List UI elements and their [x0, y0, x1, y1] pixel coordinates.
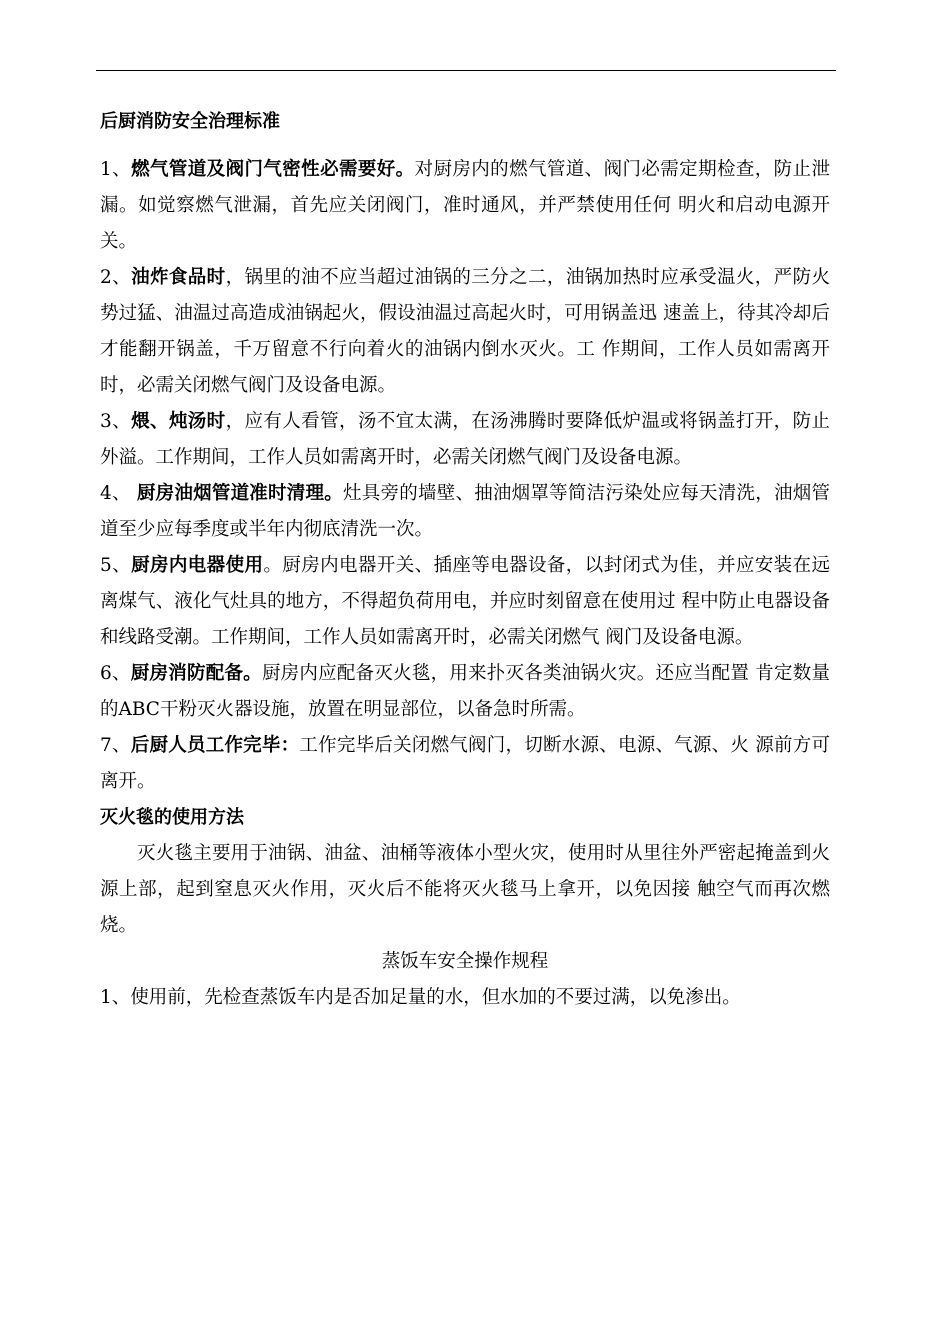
- document-body: [100, 104, 830, 1016]
- rule-item-1: [100, 152, 830, 260]
- item-body: 工作完毕后关闭燃气阀门，切断水源、电源、气源、火 源前方可离开。: [100, 735, 830, 792]
- item-body: ，应有人看管，汤不宜太满，在汤沸腾时要降低炉温或将锅盖打开，防止外溢。工作期间，工作人员如需离开时，必需关闭燃气阀门及设备电源。: [100, 411, 830, 468]
- item-body: 厨房内应配备灭火毯，用来扑灭各类油锅火灾。还应当配置 肯定数量的ABC干粉灭火器设施，放置在明显部位，以备急时所需。: [100, 663, 830, 720]
- rule-item-2: [100, 260, 830, 404]
- item-body: 。厨房内电器开关、插座等电器设备，以封闭式为佳，并应安装在远离煤气、液化气灶具的地方，不得超负荷用电，并应时刻留意在使用过 程中防止电器设备和线路受潮。工作期间，工作人员如需离开时，必需关闭燃气 阀门及设备电源。: [100, 555, 830, 648]
- item-lead: 后厨人员工作完毕：: [130, 735, 300, 756]
- rule-item-6: [100, 656, 830, 728]
- item-body: 灶具旁的墙壁、抽油烟罩等简洁污染处应每天清洗，油烟管道至少应每季度或半年内彻底清洗一次。: [100, 483, 830, 540]
- item-lead: 油炸食品时: [131, 267, 226, 288]
- item-number: 2、: [100, 267, 132, 288]
- item-number: 7、: [100, 735, 131, 756]
- item-lead: 燃气管道及阀门气密性必需要好。: [131, 159, 415, 180]
- steamer-heading: 蒸饭车安全操作规程: [381, 951, 549, 972]
- item-number: 5、: [100, 555, 132, 576]
- header-rule: [96, 70, 836, 71]
- page-title: 后厨消防安全治理标准: [100, 111, 280, 132]
- rule-item-7: [100, 728, 830, 800]
- steamer-line-1: 1、使用前，先检查蒸饭车内是否加足量的水，但水加的不要过满，以免渗出。: [100, 987, 741, 1008]
- item-lead: 厨房内电器使用: [131, 555, 264, 576]
- item-lead: 厨房油烟管道准时清理。: [136, 483, 344, 504]
- item-body: ，锅里的油不应当超过油锅的三分之二，油锅加热时应承受温火，严防火势过猛、油温过高造成油锅起火，假设油温过高起火时，可用锅盖迅 速盖上，待其冷却后才能翻开锅盖，千万留意不行向着火的油锅内倒水灭火。工 作期间，工作人员如需离开时，必需关闭燃气阀门及设备电源。: [100, 267, 830, 396]
- item-lead: 厨房消防配备。: [130, 663, 262, 684]
- rule-item-3: [100, 404, 830, 476]
- rule-item-4: [100, 476, 830, 548]
- item-number: 6、: [100, 663, 131, 684]
- item-number: 3、: [100, 411, 132, 432]
- item-lead: 煨、炖汤时: [131, 411, 226, 432]
- blanket-heading: 灭火毯的使用方法: [100, 807, 244, 828]
- blanket-text: 灭火毯主要用于油锅、油盆、油桶等液体小型火灾，使用时从里往外严密起掩盖到火源上部，起到窒息灭火作用，灭火后不能将灭火毯马上拿开，以免因接 触空气而再次燃烧。: [100, 843, 830, 936]
- rule-item-5: [100, 548, 830, 656]
- item-number: 1、: [100, 159, 132, 180]
- item-number: 4、: [100, 483, 137, 504]
- item-body: 对厨房内的燃气管道、阀门必需定期检查，防止泄漏。如觉察燃气泄漏，首先应关闭阀门，准时通风，并严禁使用任何 明火和启动电源开关。: [100, 159, 830, 252]
